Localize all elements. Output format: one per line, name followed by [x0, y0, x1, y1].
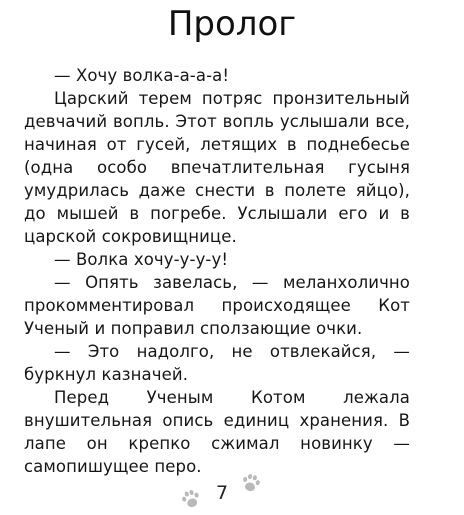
chapter-title: Пролог — [167, 4, 297, 44]
paw-print-icon — [177, 485, 205, 513]
paragraph: Перед Ученым Котом лежала внушительная опись единиц хранения. В лапе он крепко сжимал новинку — самопишущее перо. — [24, 388, 410, 476]
chapter-body — [24, 64, 410, 478]
page-footer — [0, 472, 464, 512]
page-number: 7 — [215, 482, 229, 504]
paragraph: — Хочу волка-а-а-а! — [54, 66, 230, 85]
paw-print-icon — [238, 470, 265, 497]
paragraph: — Опять завелась, — меланхолично прокомментировал происходящее Кот Ученый и поправил сползающие очки. — [24, 273, 410, 338]
paragraph: — Волка хочу-у-у-у! — [54, 250, 229, 269]
paragraph: — Это надолго, не отвлекайся, — буркнул казначей. — [24, 342, 410, 384]
paragraph: Царский терем потряс пронзительный девчачий вопль. Этот вопль услышали все, начиная от гусей, летящих в поднебесье (одна особо впечатлительная гусыня умудрилась даже снести в полете яйцо), до мышей в погребе. Услышали его и в царской сокровищнице. — [24, 89, 410, 246]
